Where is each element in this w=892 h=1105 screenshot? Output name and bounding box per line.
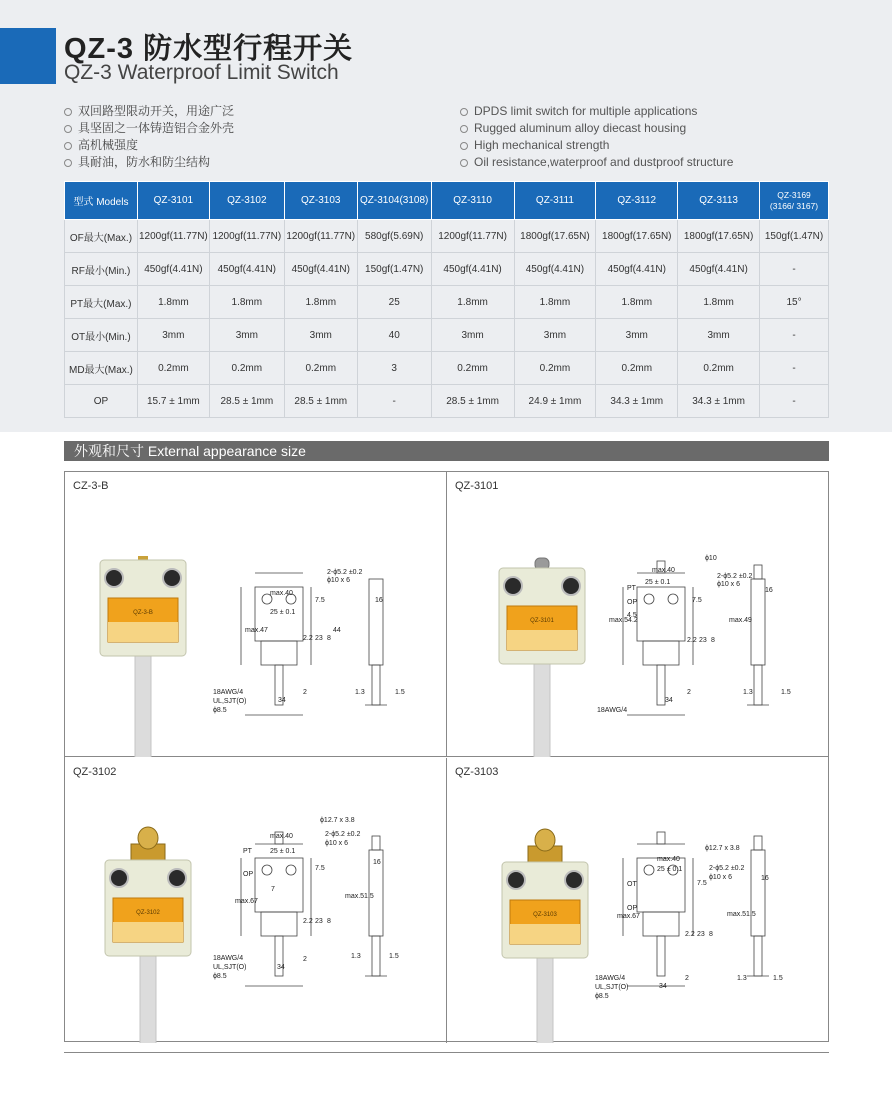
dimension-label: 1.5	[389, 953, 399, 960]
drawing-svg	[447, 472, 829, 757]
side-actuator-outline	[754, 565, 762, 579]
dimension-label: OP	[627, 905, 638, 912]
dimension-label: max.40	[652, 567, 675, 574]
front-view-outline	[255, 858, 303, 912]
feature-item: 具坚固之一体铸造铝合金外壳	[64, 120, 234, 137]
dimension-label: 2-ϕ5.2 ±0.2	[327, 569, 363, 576]
table-row	[65, 319, 829, 352]
side-view-cable	[754, 936, 762, 976]
dimension-label: 18AWG/4	[213, 689, 244, 696]
roller-shape	[535, 829, 555, 851]
table-cell: 40	[357, 319, 431, 352]
bullet-icon	[460, 159, 468, 167]
dimension-label: max.40	[270, 833, 293, 840]
table-cell: 3mm	[514, 319, 596, 352]
spec-table	[64, 181, 829, 418]
drawing-svg	[65, 472, 447, 757]
dimension-label: 23	[315, 635, 323, 642]
dimension-label: 34	[659, 983, 667, 990]
cable-outline	[657, 665, 665, 705]
roller-shape	[138, 827, 158, 849]
table-cell: -	[760, 352, 829, 385]
table-cell: 3mm	[596, 319, 678, 352]
drawing-panel	[447, 472, 829, 757]
drawing-svg	[447, 758, 829, 1043]
dimension-label: 18AWG/4	[597, 707, 628, 714]
row-header: OP	[65, 385, 138, 418]
table-cell: 450gf(4.41N)	[137, 253, 209, 286]
bullet-icon	[64, 142, 72, 150]
screw-hole-shape	[110, 869, 128, 887]
drawing-panel	[447, 758, 829, 1043]
model-header: QZ-3111	[514, 182, 596, 220]
dimension-label: 16	[373, 859, 381, 866]
dimension-label: 7.5	[692, 597, 702, 604]
table-cell: 1200gf(11.77N)	[209, 220, 284, 253]
table-cell: 0.2mm	[596, 352, 678, 385]
nameplate-strip-shape	[510, 924, 580, 944]
dimension-label: ϕ10 x 6	[325, 840, 348, 847]
table-corner-header: 型式 Models	[65, 182, 138, 220]
table-cell: 25	[357, 286, 431, 319]
table-cell: 450gf(4.41N)	[209, 253, 284, 286]
model-header: QZ-3110	[431, 182, 514, 220]
nameplate-text: QZ-3102	[136, 910, 160, 916]
table-cell: 3mm	[209, 319, 284, 352]
drawing-svg	[65, 758, 447, 1043]
dimension-label: 16	[375, 597, 383, 604]
table-cell: 1.8mm	[596, 286, 678, 319]
dimension-drawing	[241, 573, 387, 715]
dimension-label: 8	[709, 931, 713, 938]
dimension-label: 2-ϕ5.2 ±0.2	[709, 865, 745, 872]
mount-hole-shape	[668, 594, 678, 604]
table-cell: 1800gf(17.65N)	[514, 220, 596, 253]
nameplate-strip-shape	[507, 630, 577, 650]
product-photo	[105, 827, 191, 1043]
dimension-label: ϕ10 x 6	[717, 581, 740, 588]
front-view-base	[261, 641, 297, 665]
dimension-label: 8	[711, 637, 715, 644]
table-cell: 1800gf(17.65N)	[596, 220, 678, 253]
table-cell: 0.2mm	[284, 352, 357, 385]
dimension-label: UL,SJT(O)	[213, 698, 247, 705]
dimension-label: ϕ10 x 6	[709, 874, 732, 881]
dimension-label: 2.2	[303, 918, 313, 925]
page-title-en: QZ-3 Waterproof Limit Switch	[64, 61, 339, 84]
dimension-label: ϕ10 x 6	[327, 577, 350, 584]
dimension-drawing	[241, 832, 387, 986]
table-cell: 15°	[760, 286, 829, 319]
table-row	[65, 286, 829, 319]
table-cell: 450gf(4.41N)	[431, 253, 514, 286]
model-header: QZ-3102	[209, 182, 284, 220]
feature-item: 双回路型限动开关，用途广泛	[64, 103, 234, 120]
dimension-label: 23	[315, 918, 323, 925]
dimension-label: 1.3	[737, 975, 747, 982]
dimension-label: 44	[333, 627, 341, 634]
bullet-icon	[460, 142, 468, 150]
dimension-label: PT	[243, 848, 252, 855]
dimension-label: 8	[327, 918, 331, 925]
feature-item: 高机械强度	[64, 137, 234, 154]
dimension-label: 4.5	[627, 612, 637, 619]
dimension-label: max.40	[657, 856, 680, 863]
table-cell: 1800gf(17.65N)	[678, 220, 760, 253]
dimension-label: 25 ± 0.1	[657, 866, 683, 873]
side-view-cable	[372, 936, 380, 976]
screw-hole-shape	[168, 869, 186, 887]
panel-label: CZ-3-B	[73, 480, 109, 492]
table-cell: 24.9 ± 1mm	[514, 385, 596, 418]
dimension-label: 1.3	[355, 689, 365, 696]
product-photo	[100, 556, 186, 757]
table-cell: 150gf(1.47N)	[357, 253, 431, 286]
mount-hole-shape	[262, 865, 272, 875]
dimension-label: max.54.2	[609, 617, 638, 624]
dimension-label: 7	[271, 886, 275, 893]
cable-outline	[657, 936, 665, 976]
table-cell: 3mm	[284, 319, 357, 352]
dimension-label: 25 ± 0.1	[270, 609, 296, 616]
table-cell: 28.5 ± 1mm	[284, 385, 357, 418]
side-actuator-outline	[754, 836, 762, 850]
product-photo	[502, 829, 588, 1043]
screw-hole-shape	[565, 871, 583, 889]
dimension-label: 18AWG/4	[213, 955, 244, 962]
dimension-label: OT	[627, 881, 637, 888]
section-header: 外观和尺寸 External appearance size	[64, 441, 829, 461]
table-cell: 450gf(4.41N)	[284, 253, 357, 286]
model-header: QZ-3113	[678, 182, 760, 220]
product-photo	[499, 558, 585, 757]
dimension-label: 2	[303, 689, 307, 696]
model-header: QZ-3104(3108)	[357, 182, 431, 220]
table-cell: 28.5 ± 1mm	[431, 385, 514, 418]
bullet-icon	[64, 108, 72, 116]
mount-hole-shape	[286, 865, 296, 875]
bullet-icon	[460, 108, 468, 116]
table-cell: 3mm	[137, 319, 209, 352]
dimension-label: 1.3	[743, 689, 753, 696]
dimension-label: 1.5	[781, 689, 791, 696]
dimension-label: UL,SJT(O)	[213, 964, 247, 971]
table-cell: 1.8mm	[678, 286, 760, 319]
page-title-cn: QZ-3 防水型行程开关	[64, 33, 354, 65]
feature-item: 具耐油，防水和防尘结构	[64, 154, 234, 171]
table-cell: -	[760, 385, 829, 418]
dimension-label: 7.5	[315, 597, 325, 604]
front-view-outline	[637, 587, 685, 641]
panel-label: QZ-3102	[73, 766, 117, 778]
table-cell: -	[760, 253, 829, 286]
table-cell: 580gf(5.69N)	[357, 220, 431, 253]
table-cell: 1.8mm	[137, 286, 209, 319]
row-header: OF最大(Max.)	[65, 220, 138, 253]
dimension-label: 2-ϕ5.2 ±0.2	[717, 573, 753, 580]
table-cell: 1.8mm	[284, 286, 357, 319]
dimension-drawing	[623, 832, 769, 986]
dimension-label: ϕ12.7 x 3.8	[705, 845, 740, 852]
front-view-base	[643, 912, 679, 936]
dimension-label: 8	[327, 635, 331, 642]
dimension-label: 34	[277, 964, 285, 971]
bullet-icon	[460, 125, 468, 133]
cable-shape	[537, 954, 553, 1043]
table-cell: 0.2mm	[431, 352, 514, 385]
screw-hole-shape	[163, 569, 181, 587]
screw-hole-shape	[562, 577, 580, 595]
dimension-label: ϕ10	[705, 555, 717, 562]
table-row	[65, 352, 829, 385]
mount-hole-shape	[644, 594, 654, 604]
dimension-label: OP	[627, 599, 638, 606]
table-cell: 1200gf(11.77N)	[284, 220, 357, 253]
nameplate-strip-shape	[113, 922, 183, 942]
dimension-label: UL,SJT(O)	[595, 984, 629, 991]
dimension-label: max.47	[245, 627, 268, 634]
nameplate-text: QZ-3-B	[133, 610, 153, 616]
cable-shape	[534, 660, 550, 757]
dimension-label: 25 ± 0.1	[645, 579, 671, 586]
table-row	[65, 253, 829, 286]
feature-item: Oil resistance,waterproof and dustproof structure	[460, 154, 733, 171]
table-cell: 450gf(4.41N)	[514, 253, 596, 286]
dimension-label: 25 ± 0.1	[270, 848, 296, 855]
side-view-outline	[751, 579, 765, 665]
feature-item: DPDS limit switch for multiple applications	[460, 103, 733, 120]
model-header: QZ-3169 (3166/ 3167)	[760, 182, 829, 220]
dimension-label: 23	[697, 931, 705, 938]
dimension-label: max.67	[235, 898, 258, 905]
drawing-panel	[65, 758, 447, 1043]
bullet-icon	[64, 125, 72, 133]
dimension-label: PT	[627, 585, 636, 592]
dimension-label: 1.5	[395, 689, 405, 696]
cable-shape	[140, 952, 156, 1043]
drawing-panel	[65, 472, 447, 757]
model-header: QZ-3101	[137, 182, 209, 220]
dimension-label: 2	[685, 975, 689, 982]
nameplate-text: QZ-3101	[530, 618, 554, 624]
side-view-outline	[751, 850, 765, 936]
cable-shape	[135, 652, 151, 757]
table-cell: 15.7 ± 1mm	[137, 385, 209, 418]
drawings-grid	[64, 471, 829, 1042]
row-header: MD最大(Max.)	[65, 352, 138, 385]
panel-label: QZ-3101	[455, 480, 499, 492]
table-cell: 450gf(4.41N)	[596, 253, 678, 286]
panel-label: QZ-3103	[455, 766, 499, 778]
table-cell: 1.8mm	[431, 286, 514, 319]
table-cell: 1200gf(11.77N)	[137, 220, 209, 253]
dimension-label: 1.3	[351, 953, 361, 960]
dimension-label: 34	[278, 697, 286, 704]
screw-hole-shape	[507, 871, 525, 889]
side-view-outline	[369, 579, 383, 665]
nameplate-strip-shape	[108, 622, 178, 642]
dimension-label: 1.5	[773, 975, 783, 982]
table-cell: -	[357, 385, 431, 418]
feature-item: Rugged aluminum alloy diecast housing	[460, 120, 733, 137]
table-cell: 3mm	[431, 319, 514, 352]
bullet-icon	[64, 159, 72, 167]
table-cell: 450gf(4.41N)	[678, 253, 760, 286]
table-cell: 150gf(1.47N)	[760, 220, 829, 253]
table-cell: 34.3 ± 1mm	[678, 385, 760, 418]
row-header: RF最小(Min.)	[65, 253, 138, 286]
table-row	[65, 385, 829, 418]
dimension-label: 2.2	[687, 637, 697, 644]
table-cell: 0.2mm	[137, 352, 209, 385]
row-header: OT最小(Min.)	[65, 319, 138, 352]
table-cell: 34.3 ± 1mm	[596, 385, 678, 418]
screw-hole-shape	[105, 569, 123, 587]
bottom-divider	[64, 1052, 829, 1053]
row-header: PT最大(Max.)	[65, 286, 138, 319]
feature-item: High mechanical strength	[460, 137, 733, 154]
side-view-cable	[372, 665, 380, 705]
features-list-en	[460, 103, 733, 171]
dimension-label: 2	[687, 689, 691, 696]
front-view-base	[261, 912, 297, 936]
screw-hole-shape	[504, 577, 522, 595]
table-cell: 1.8mm	[514, 286, 596, 319]
dimension-label: ϕ8.5	[213, 707, 227, 714]
dimension-label: 2-ϕ5.2 ±0.2	[325, 831, 361, 838]
front-view-base	[643, 641, 679, 665]
dimension-label: max.49	[729, 617, 752, 624]
table-cell: 0.2mm	[678, 352, 760, 385]
dimension-label: max.51.5	[345, 893, 374, 900]
dimension-label: 2.2	[685, 931, 695, 938]
dimension-label: 34	[665, 697, 673, 704]
side-view-cable	[754, 665, 762, 705]
dimension-label: 18AWG/4	[595, 975, 626, 982]
side-actuator-outline	[372, 836, 380, 850]
nameplate-text: QZ-3103	[533, 912, 557, 918]
dimension-label: 7.5	[697, 880, 707, 887]
table-cell: 1.8mm	[209, 286, 284, 319]
dimension-label: OP	[243, 871, 254, 878]
model-header: QZ-3103	[284, 182, 357, 220]
dimension-label: ϕ12.7 x 3.8	[320, 817, 355, 824]
table-cell: 3	[357, 352, 431, 385]
dimension-label: 16	[765, 587, 773, 594]
dimension-label: max.40	[270, 590, 293, 597]
table-cell: 28.5 ± 1mm	[209, 385, 284, 418]
dimension-label: 16	[761, 875, 769, 882]
dimension-label: 23	[699, 637, 707, 644]
title-accent-bar	[0, 28, 56, 84]
table-row	[65, 220, 829, 253]
table-cell: 3mm	[678, 319, 760, 352]
table-cell: 0.2mm	[514, 352, 596, 385]
dimension-label: max.51.5	[727, 911, 756, 918]
table-cell: 1200gf(11.77N)	[431, 220, 514, 253]
dimension-label: 2	[303, 956, 307, 963]
mount-hole-shape	[644, 865, 654, 875]
actuator-outline	[657, 832, 665, 844]
table-cell: -	[760, 319, 829, 352]
dimension-label: max.67	[617, 913, 640, 920]
dimension-label: 7.5	[315, 865, 325, 872]
features-list-cn	[64, 103, 234, 171]
dimension-label: 2.2	[303, 635, 313, 642]
table-cell: 0.2mm	[209, 352, 284, 385]
model-header: QZ-3112	[596, 182, 678, 220]
table-header-row	[65, 182, 829, 220]
dimension-label: ϕ8.5	[595, 993, 609, 1000]
dimension-label: ϕ8.5	[213, 973, 227, 980]
